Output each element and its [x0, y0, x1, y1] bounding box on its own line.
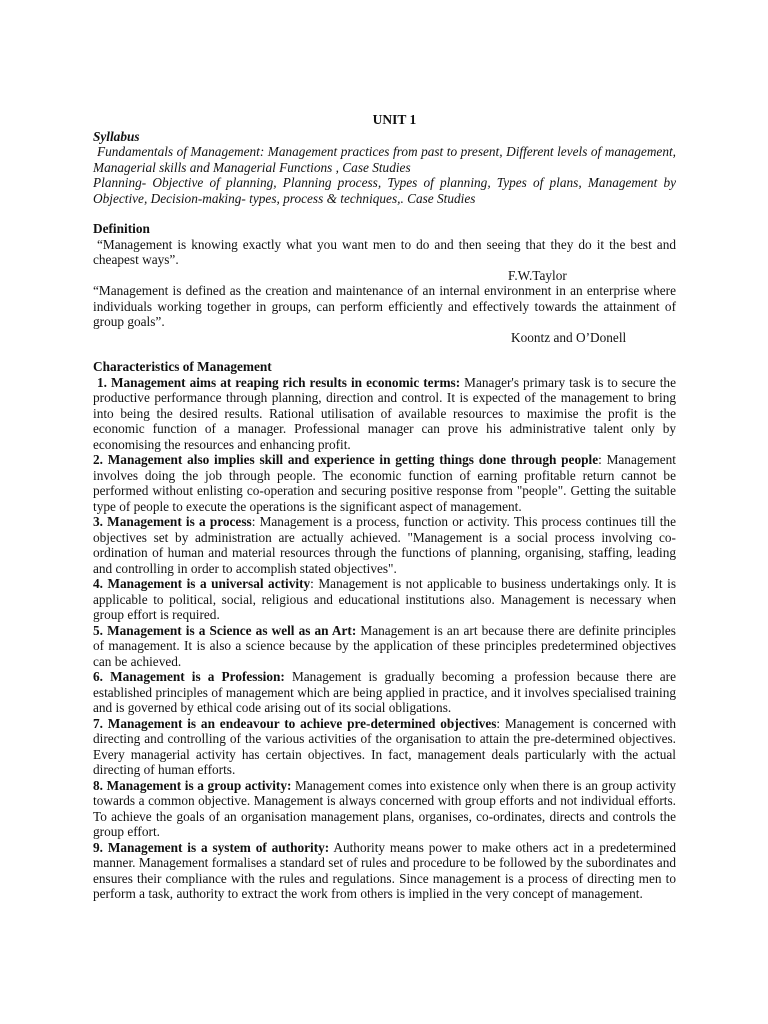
characteristic-body: Authority means power to make others act in a predetermined manner. Management formalises a standard set of rules and procedure to be followed by the subordinates and ensures their compliance with the rules and regulations. Since management is a process of directing men to perform a task, authority to extract the work from others is implied in the very concept of management. — [93, 839, 677, 901]
characteristic-body: : Management involves doing the job through people. The economic function of earning profitable return cannot be performed without enlisting co-operation and securing positive response from "people". Getting the suitable type of people to execute the operations is the significant aspect of management. — [93, 452, 676, 514]
characteristic-title: 3. Management is a process — [93, 514, 252, 529]
syllabus-heading: Syllabus — [93, 128, 140, 144]
characteristic-body: Management is gradually becoming a profession because there are established principles of management which are being applied in practice, and it involves specialised training and is governed by ethical code arising out of its social obligations. — [93, 669, 676, 715]
characteristic-item-7 — [93, 716, 676, 778]
spacer — [93, 345, 676, 359]
characteristic-item-9 — [93, 840, 676, 902]
characteristic-title: 6. Management is a Profession: — [93, 669, 285, 684]
quote-author-koontz: Koontz and O’Donell — [511, 329, 627, 345]
document-page — [93, 112, 676, 902]
definition-heading: Definition — [93, 221, 150, 236]
characteristic-item-1 — [93, 375, 676, 453]
characteristic-body: : Management is concerned with directing and controlling of the various activities of the organisation to attain the pre-determined objectives. Every managerial activity has certain objectives. In fact, management deals particularly with the actual directing of human efforts. — [93, 715, 676, 777]
characteristic-title: 8. Management is a group activity: — [93, 777, 292, 793]
characteristic-item-5 — [93, 623, 676, 670]
characteristic-body: Management comes into existence only when there is an group activity towards a common objective. Management is always concerned with group efforts and not individual efforts. To achieve the goals of an organisation management plans, organises, co-ordinates, directs and controls the group effort. — [93, 777, 676, 839]
characteristic-item-4 — [93, 576, 676, 623]
characteristic-title: 9. Management is a system of authority: — [93, 839, 330, 855]
characteristic-item-2 — [93, 452, 676, 514]
unit-title: UNIT 1 — [372, 112, 417, 127]
characteristic-item-8 — [93, 778, 676, 840]
characteristic-body: Management is an art because there are definite principles of management. It is also a science because by the application of these principles predetermined objectives can be achieved. — [93, 622, 676, 669]
characteristic-title: 2. Management also implies skill and experience in getting things done through people — [93, 452, 599, 467]
syllabus-planning: Planning- Objective of planning, Planning process, Types of planning, Types of plans, Management by Objective, Decision-making- types, process & techniques,. Case Studies — [93, 175, 676, 206]
characteristic-body: : Management is not applicable to business undertakings only. It is applicable to political, social, religious and educational institutions also. Management is necessary when group effort is required. — [93, 576, 676, 622]
characteristic-title: 7. Management is an endeavour to achieve pre-determined objectives — [93, 715, 497, 731]
characteristic-title: 1. Management aims at reaping rich results in economic terms: — [97, 374, 461, 390]
definition-quote-taylor: “Management is knowing exactly what you want men to do and then seeing that they do it the best and cheapest ways”. — [93, 236, 676, 267]
definition-quote-koontz: “Management is defined as the creation and maintenance of an internal environment in an enterprise where individuals working together in groups, can perform efficiently and effectively towards the attainment of group goals”. — [93, 283, 676, 329]
syllabus-fundamentals: Fundamentals of Management: Management practices from past to present, Different levels of management, Managerial skills and Managerial Functions , Case Studies — [93, 144, 676, 175]
characteristics-heading: Characteristics of Management — [93, 359, 272, 374]
quote-author-taylor: F.W.Taylor — [508, 267, 567, 283]
spacer — [93, 206, 676, 221]
characteristic-item-3 — [93, 514, 676, 576]
characteristic-item-6 — [93, 669, 676, 716]
characteristic-body: : Management is a process, function or activity. This process continues till the objectives set by administration are actually achieved. "Management is a social process involving co-ordination of human and material resources through the functions of planning, organising, staffing, leading and controlling in order to accomplish stated objectives". — [93, 514, 676, 576]
characteristic-title: 5. Management is a Science as well as an Art: — [93, 622, 357, 638]
characteristic-body: Manager's primary task is to secure the productive performance through planning, direction and control. It is expected of the management to bring into being the desired results. Rational utilisation of available resources to maximise the profit is the economic function of a manager. Professional manager can prove his administrative talent only by economising the resources and enhancing profit. — [93, 374, 676, 452]
characteristic-title: 4. Management is a universal activity — [93, 576, 311, 591]
